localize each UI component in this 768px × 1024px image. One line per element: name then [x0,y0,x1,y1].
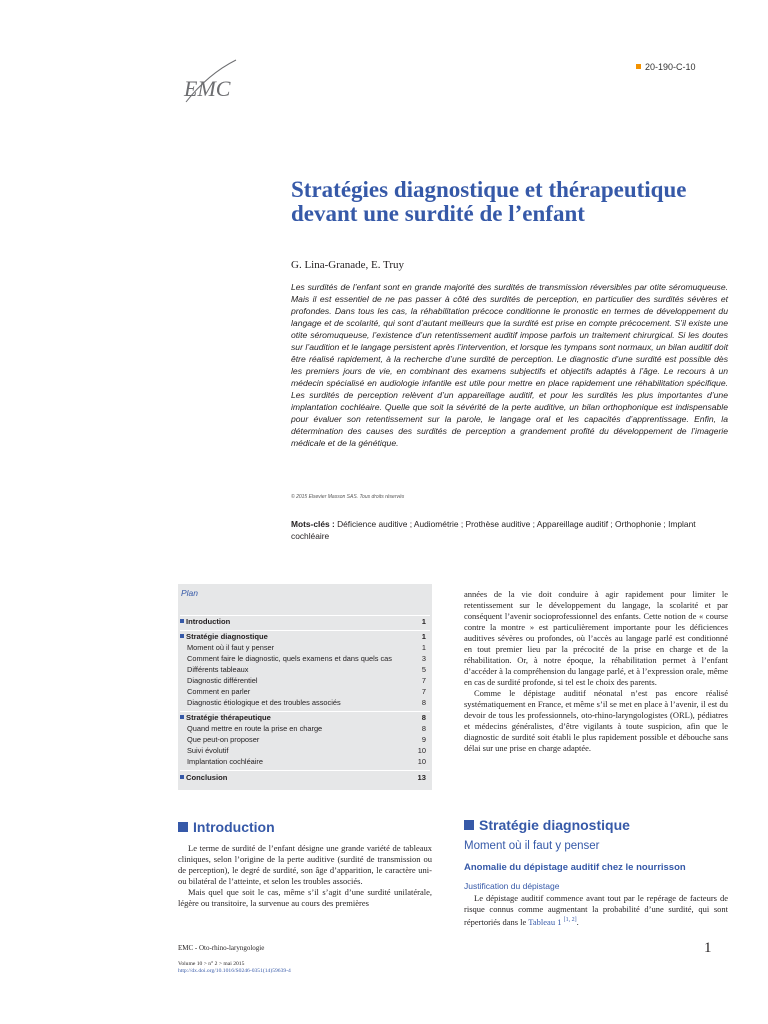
page-number: 1 [704,940,712,956]
plan-item[interactable]: Diagnostic différentiel 7 [187,676,426,685]
plan-item[interactable]: Comment faire le diagnostic, quels examens et dans quels cas 3 [187,654,426,663]
body-text-strategie [464,893,728,928]
article-authors: G. Lina-Granade, E. Truy [291,259,405,271]
doi-link[interactable]: http://dx.doi.org/10.1016/S0246-0351(14)59639-4 [178,968,291,974]
plan-item[interactable]: Quand mettre en route la prise en charge 8 [187,724,426,733]
plan-item[interactable]: Comment en parler 7 [187,687,426,696]
journal-name: EMC - Oto-rhino-laryngologie [178,944,265,952]
citation-link[interactable]: [1, 2] [563,917,577,923]
article-reference [636,62,696,72]
paragraph: Le terme de surdité de l’enfant désigne une grande variété de tableaux cliniques, selon l’origine de la perte auditive (surdité de transmission ou de perception), le degré de surdité, son âge d’apparition, le caractère uni- ou bilatéral de l’atteinte, et selon les troubles associés. [178,843,432,886]
plan-item[interactable]: Diagnostic étiologique et des troubles associés 8 [187,698,426,707]
plan-bullet-icon [180,619,184,623]
paragraph: années de la vie doit conduire à agir rapidement pour limiter le retentissement sur le développement du langage, la scolarité et par conséquent l’avenir socioprofessionnel des enfants. Cette notion de « course contre la montre » est particulièrement importante pour les déficiences auditives sévères ou profondes, où l’accès au langage parlé est conditionné en tout premier lieu par la précocité de la prise en charge et de la réhabilitation. Or, à notre époque, la réhabilitation permet à l’enfant d’accéder à la compréhension du langage parlé, et à l’expression orale, même en cas de surdité profonde, si tel est le choix des parents. [464,589,728,687]
subsubheading: Anomalie du dépistage auditif chez le nourrisson [464,862,686,873]
plan-bullet-icon [180,775,184,779]
heading-square-icon [178,822,188,832]
paragraph: Comme le dépistage auditif néonatal n’est pas encore réalisé systématiquement en France, et même s’il se met en place à l’avenir, il est du devoir de tous les professionnels, oto-rhino-laryngologistes (ORL), pédiatres et médecins généralistes, d’être vigilants à toute suspicion, afin que le diagnostic de surdité soit établi le plus rapidement possible et débouche sans délai sur une prise en charge adaptée. [464,688,728,753]
emc-logo-text: EMC [184,76,231,101]
minor-heading: Justification du dépistage [464,881,560,891]
heading-square-icon [464,820,474,830]
volume-info: Volume 10 > n° 2 > mai 2015 [178,961,245,967]
copyright-notice: © 2015 Elsevier Masson SAS. Tous droits réservés [291,494,405,500]
table-reference-link[interactable]: Tableau 1 [528,916,562,927]
section-heading-introduction: Introduction [178,819,275,835]
body-text-right-top [464,589,728,754]
plan-bullet-icon [180,715,184,719]
plan-title: Plan [181,588,199,598]
reference-code: 20-190-C-10 [645,62,696,72]
subheading: Moment où il faut y penser [464,840,600,852]
keywords-list: Déficience auditive ; Audiométrie ; Prothèse auditive ; Appareillage auditif ; Orthophonie ; Implant cochléaire [291,519,696,541]
plan-item[interactable]: Moment où il faut y penser 1 [187,643,426,652]
body-text-introduction [178,843,432,909]
article-abstract: Les surdités de l’enfant sont en grande majorité des surdités de transmission réversibles par otite séromuqueuse. Mais il est essentiel de ne pas passer à côté des surdités de perception, en particulier des surdités sévères et profondes. Dans tous les cas, la réhabilitation précoce conditionne le pronostic en termes de développement du langage et de scolarité, qui sont d’autant meilleurs que la surdité est prise en compte précocement. S’il existe une otite séromuqueuse, l’existence d’un retentissement auditif impose parfois un traitement chirurgical. Si les doutes sur l’audition et le langage persistent après l’intervention, et lorsque les tympans sont normaux, un bilan auditif doit être réalisé rapidement, à la recherche d’une surdité de perception. Le diagnostic d’une surdité est possible dès les premiers jours de vie, en combinant des examens subjectifs et objectifs adaptés à l’âge. Le recours à un médecin spécialisé en audiologie infantile est utile pour mettre en place rapidement une réhabilitation spécifique. Les surdités de perception relèvent d’un appareillage auditif, et pour les surdités les plus importantes d’une implantation cochléaire. Quelle que soit la sévérité de la perte auditive, un bilan orthophonique est indispensable pour évaluer son retentissement sur la parole, le langage oral et les capacités d’apprentissage. Enfin, la détermination des causes des surdités de perception a grandement profité du développement de l’imagerie médicale et de la génétique. [291,282,728,448]
plan-section[interactable]: Stratégie diagnostique 1 [180,631,428,643]
keywords [291,518,728,542]
plan-section[interactable]: Stratégie thérapeutique 8 [180,712,428,724]
article-title: Stratégies diagnostique et thérapeutique devant une surdité de l’enfant [291,177,687,226]
plan-item[interactable]: Suivi évolutif 10 [187,746,426,755]
plan-section[interactable]: Introduction 1 [180,616,428,628]
plan-box [178,584,432,790]
paragraph: Le dépistage auditif commence avant tout par le repérage de facteurs de risque connus comme augmentant la probabilité d’une surdité, qui sont répertoriés dans le Tableau 1 [1, 2]. [464,893,728,927]
reference-marker-icon [636,64,641,69]
plan-item[interactable]: Implantation cochléaire 10 [187,757,426,766]
emc-logo [178,54,240,108]
footer-meta [178,961,291,975]
section-heading-strategie: Stratégie diagnostique [464,817,630,833]
keywords-label: Mots-clés : [291,519,335,529]
paragraph: Mais quel que soit le cas, même s’il s’agit d’une surdité unilatérale, légère ou transitoire, la survenue au cours des premières [178,887,432,908]
plan-section[interactable]: Conclusion 13 [180,772,428,784]
plan-item[interactable]: Que peut-on proposer 9 [187,735,426,744]
plan-bullet-icon [180,634,184,638]
plan-item[interactable]: Différents tableaux 5 [187,665,426,674]
